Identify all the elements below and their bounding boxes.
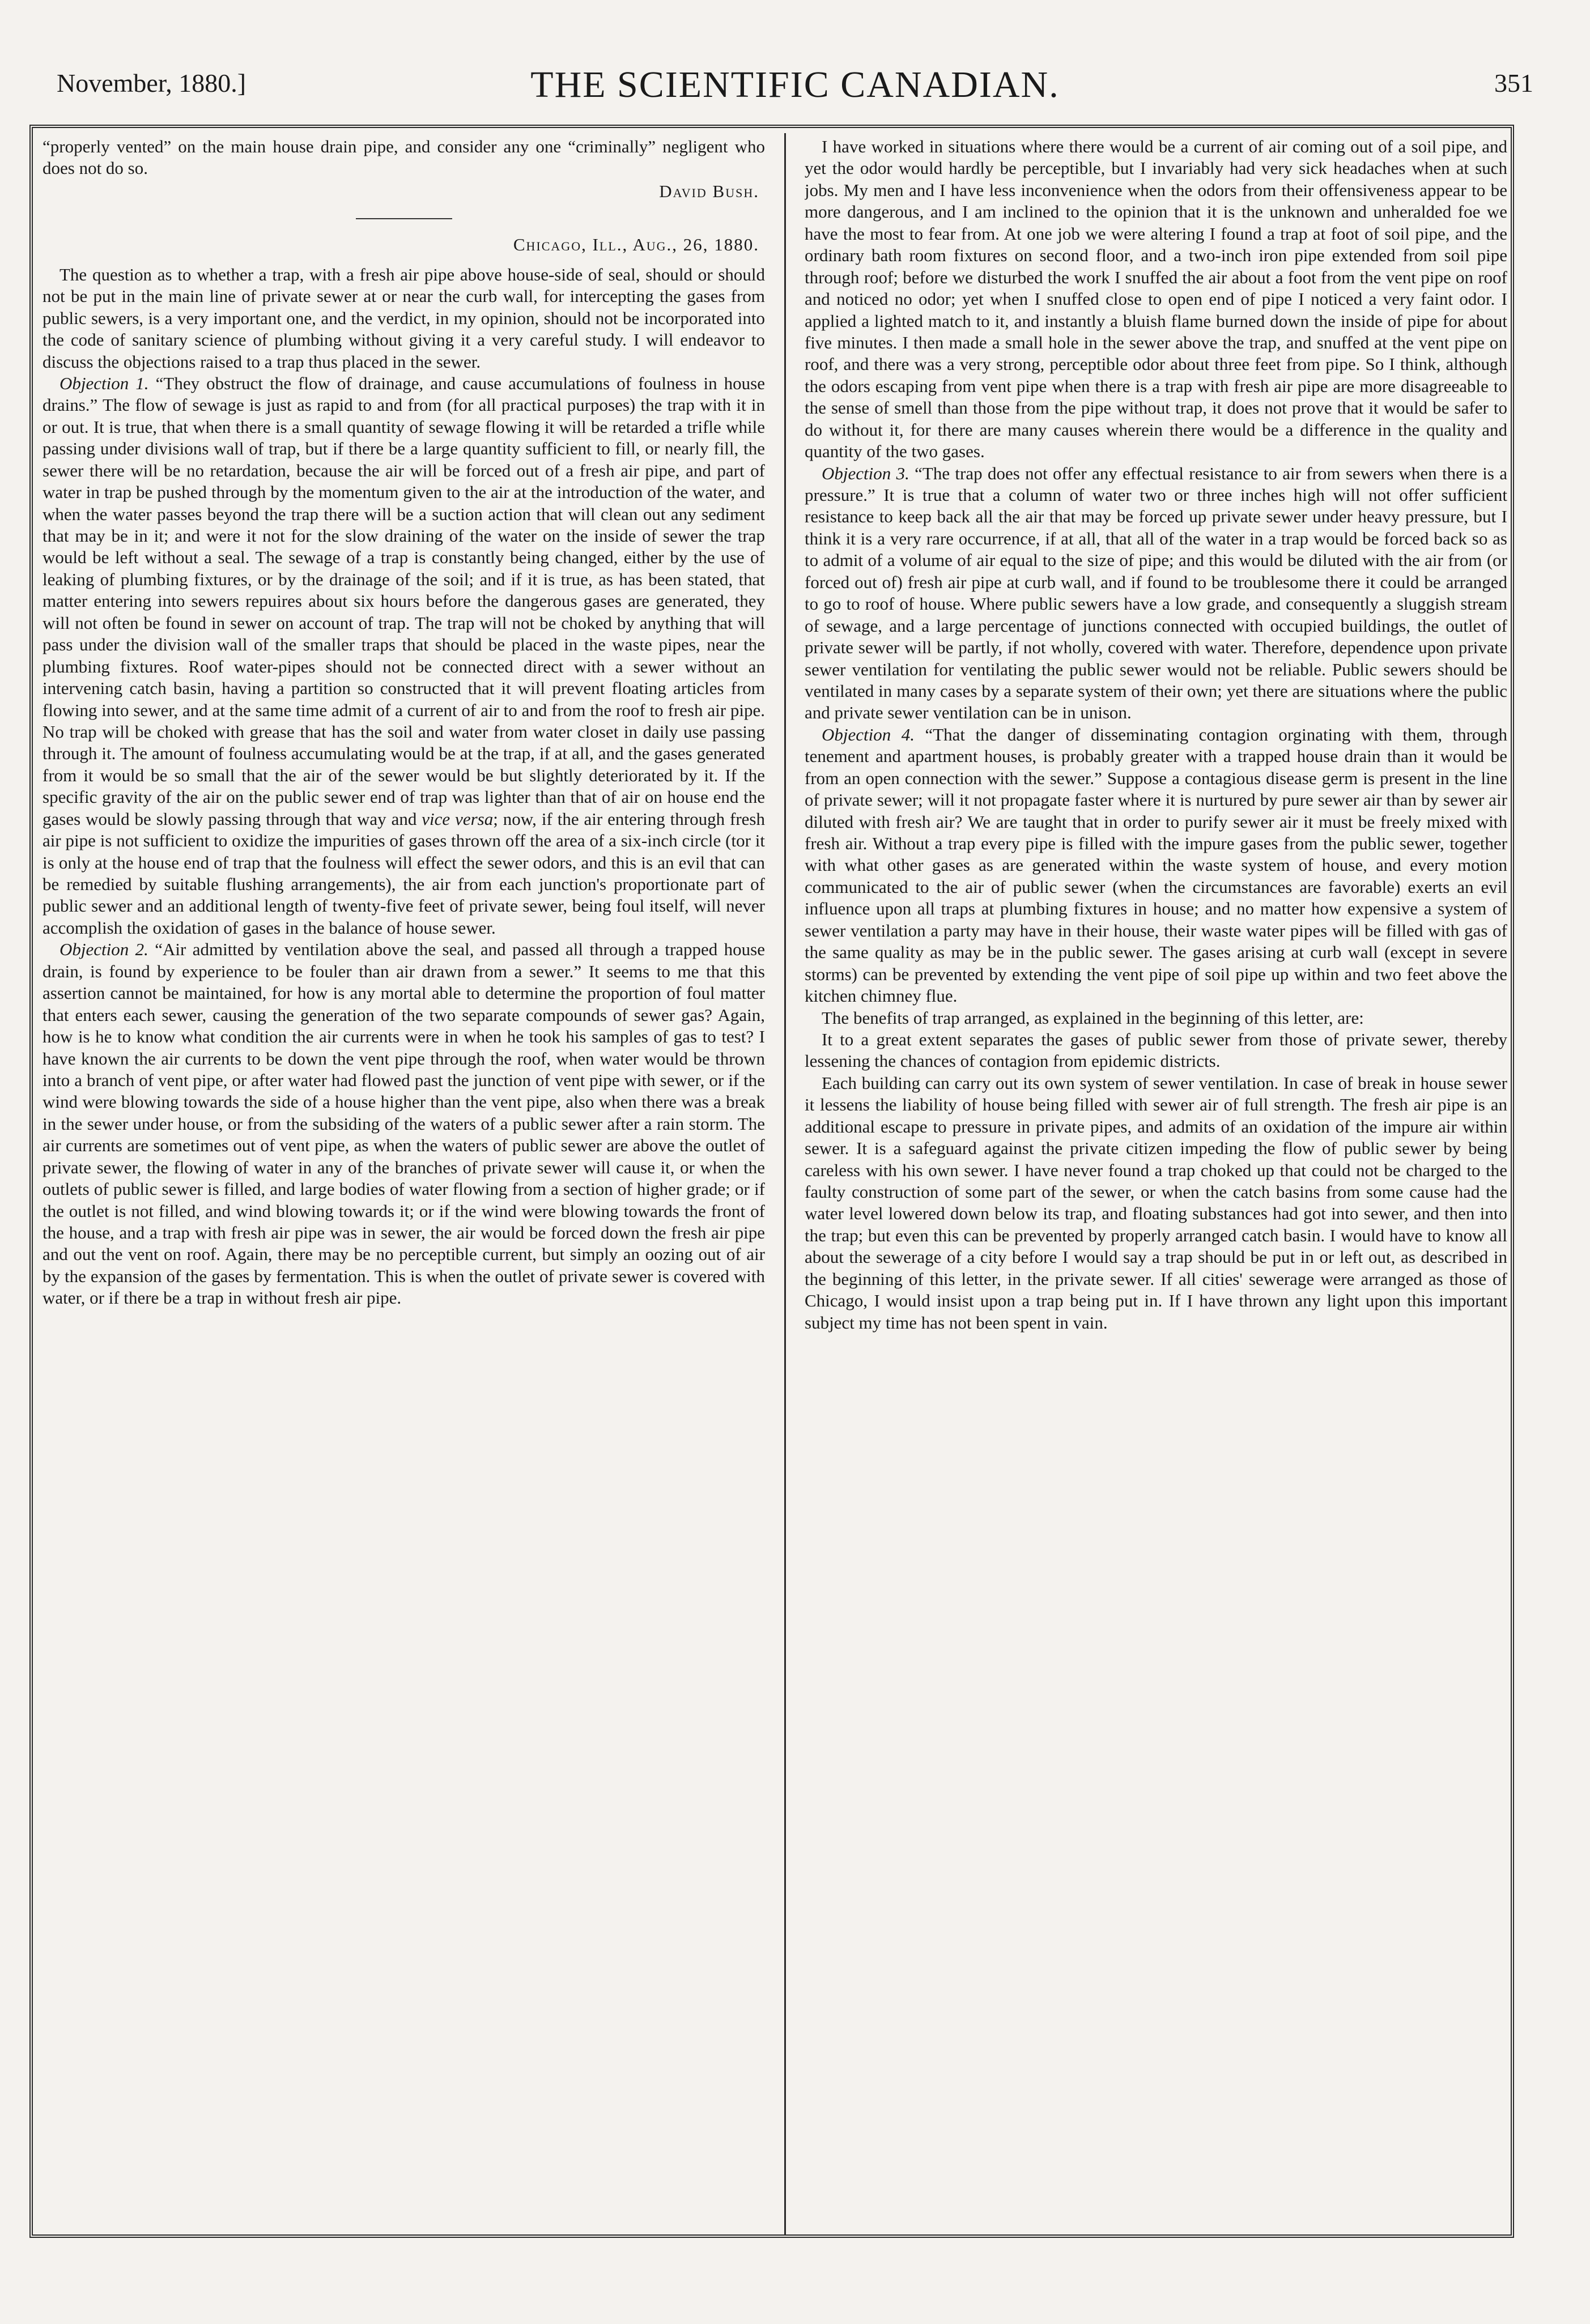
column-divider [784,133,786,2235]
paragraph-objection-1 [42,373,765,939]
paragraph-benefits-intro: The benefits of trap arranged, as explained in the beginning of this letter, are: [822,1007,1364,1028]
letter-continuation: “properly vented” on the main house drain pipe, and consider any one “criminally” negligent who does not do so. [42,137,765,178]
objection-3-label: Objection 3. [822,463,909,483]
paragraph-objection-3 [805,463,1507,724]
objection-2-label: Objection 2. [59,939,148,960]
objection-4-label: Objection 4. [822,724,915,744]
paragraph-benefit-1: It to a great extent separates the gases of public sewer from those of private sewer, thereby lessening the chances of contagion from epidemic districts. [805,1029,1507,1071]
section-rule [356,218,452,219]
paragraph-intro: The question as to whether a trap, with a fresh air pipe above house-side of seal, should or should not be put in the main line of private sewer at or near the curb wall, for intercepting the gases from public sewers, is a very important one, and the verdict, in my opinion, should not be incorporated into the code of sanitary science of plumbing without giving it a very careful study. I will endeavor to discuss the objections raised to a trap thus placed in the sewer. [42,264,765,372]
paragraph-objection-4 [805,724,1507,1007]
paragraph-objection-2 [42,939,765,1309]
paragraph-benefit-2: Each building can carry out its own system of sewer ventilation. In case of break in house sewer it lessens the liability of house being filled with sewer air of full strength. The fresh air pipe is an additional escape to pressure in private pipes, and admits of an oxidation of the impure air within sewer. It is a safeguard against the private citizen impeding the flow of public sewer by being careless with his own sewer. I have never found a trap choked up that could not be charged to the faulty construction of some part of the sewer, or when the catch basins from some cause had the water level lowered down below its trap, and floating substances had got into sewer, and then into the trap; but even this can be prevented by properly arranged catch basin. I would have to know all about the sewerage of a city before I would say a trap should be put in or left out, as described in the beginning of this letter, in the private sewer. If all cities' sewerage were arranged as those of Chicago, I would insist upon a trap being put in. If I have thrown any light upon this important subject my time has not been spent in vain. [805,1072,1507,1333]
paragraph-experience: I have worked in situations where there would be a current of air coming out of a soil pipe, and yet the odor would hardly be perceptible, but I invariably had very sick headaches when at such jobs. My men and I have less inconvenience when the odors from their offensiveness appear to be more dangerous, and I am inclined to the opinion that it is the unknown and unheralded foe we have the most to fear from. At one job we were altering I found a trap at foot of soil pipe, and the ordinary bath room fixtures on second floor, and a two-inch iron pipe extended from soil pipe through roof; before we disturbed the work I snuffed the air about a foot from the vent pipe on roof and noticed no odor; yet when I snuffed close to open end of pipe I noticed a very faint odor. I applied a lighted match to it, and instantly a bluish flame burned down the inside of pipe for about five minutes. I then made a small hole in the sewer above the trap, and snuffed at the vent pipe on roof, and there was a very strong, perceptible odor about three feet from pipe. So I think, although the odors escaping from vent pipe when there is a trap with fresh air pipe are more disagreeable to the sense of smell than those from the pipe without trap, it does not prove that it would be safer to do without it, for there are many causes wherein there would be a difference in the quality and quantity of the two gases. [805,137,1507,462]
right-column [805,136,1507,2227]
issue-date: November, 1880.] [57,69,246,97]
left-column [42,136,765,2227]
page-number: 351 [1494,69,1533,97]
objection-2-text: “Air admitted by ventilation above the seal, and passed all through a trapped house drain, is found by experience to be fouler than air drawn from a sewer.” It seems to me that this assertion cannot be maintained, for how is any mortal able to determine the proportion of foul matter that enters each sewer, causing the generation of the two separate compounds of sewer gas? Again, how is he to know what condition the air currents were in when he took his samples of gas to test? I have known the air currents to be down the vent pipe through the roof, when water would be thrown into a branch of vent pipe, or after water had flowed past the junction of vent pipe with sewer, or if the wind were blowing towards the side of a house higher than the vent pipe, also when there was a break in the sewer under house, or from the subsiding of the waters of a public sewer after a rain storm. The air currents are sometimes out of vent pipe, as when the waters of public sewer are above the outlet of private sewer, the flowing of water in any of the branches of private sewer will cause it, or when the outlets of public sewer is filled, and large bodies of water flowing from a section of higher grade; or if the outlet is not filled, and wind blowing towards it; or if the wind were blowing towards the front of the house, and a trap with fresh air pipe was in sewer, the air would be forced down the fresh air pipe and out the vent on roof. Again, there may be no perceptible current, but simply an oozing out of air by the expansion of the gases by fermentation. This is when the outlet of private sewer is covered with water, or if there be a trap in without fresh air pipe. [42,939,765,1308]
masthead [57,63,1533,114]
signature: David Bush. [659,181,759,201]
vice-versa-italic: vice versa [422,808,494,829]
publication-title: THE SCIENTIFIC CANADIAN. [530,64,1060,105]
dateline: Chicago, Ill., Aug., 26, 1880. [513,235,759,255]
objection-1-text-2: ; now, if the air entering through fresh air pipe is not sufficient to oxidize the impurities of gases thrown off the area of a six-inch circle (tor it is only at the house end of trap that the foulness will effect the sewer odors, and this is an evil that can be remedied by suitable flushing arrangements), the air from each junction's proportionate part of public sewer and an additional length of twenty-five feet of private sewer, being foul itself, will never accomplish the oxidation of gases in the balance of house sewer. [42,808,765,938]
objection-1-label: Objection 1. [59,373,149,393]
objection-3-text: “The trap does not offer any effectual resistance to air from sewers when there is a pressure.” It is true that a column of water two or three inches high will not offer sufficient resistance to keep back all the air that may be forced up private sewer under heavy pressure, but I think it is a very rare occurrence, if at all, that all of the water in a trap would be forced back so as to admit of a volume of air equal to the size of pipe; and this would be diluted with the air from (or forced out of) fresh air pipe at curb wall, and if found to be troublesome there it could be arranged to go to roof of house. Where public sewers have a low grade, and consequently a sluggish stream of sewage, and a large percentage of junctions connected with occupied buildings, the outlet of private sewer will be partly, if not wholly, covered with water. Therefore, dependence upon private sewer ventilation for ventilating the public sewer would not be reliable. Public sewers should be ventilated in many cases by a separate system of their own; yet there are situations where the public and private sewer ventilation can be in unison. [805,463,1507,723]
objection-4-text: “That the danger of disseminating contagion orginating with them, through tenement and apartment houses, is probably greater with a trapped house drain than it would be from an open connection with the sewer.” Suppose a contagious disease germ is present in the line of private sewer; will it not propagate faster where it is nurtured by pure sewer air than by sewer air diluted with fresh air? We are taught that in order to purify sewer air it must be freely mixed with fresh air. Without a trap every pipe is filled with the impure gases from the public sewer, together with what other gases as are generated within the waste system of house, and every motion communicated to the air of public sewer (when the circumstances are favorable) exerts an evil influence upon all traps at plumbing fixtures in house; and no matter how expensive a system of sewer ventilation a party may have in their house, their waste water pipes will be filled with gas of the same quality as may be in the public sewer. The gases arising at curb wall (except in severe storms) can be prevented by extending the vent pipe of soil pipe up within and two feet above the kitchen chimney flue. [805,724,1507,1006]
objection-1-text: “They obstruct the flow of drainage, and cause accumulations of foulness in house drains.” The flow of sewage is just as rapid to and from (for all practical purposes) the trap with it in or out. It is true, that when there is a small quantity of sewage flowing it will be retarded a trifle while passing under divisions wall of trap, but if there be a large quantity sufficient to fill, or nearly fill, the sewer there will be no retardation, because the air will be forced out of a fresh air pipe, and part of water in trap be pushed through by the momentum given to the air at the introduction of the water, and when the water passes beyond the trap there will be a suction action that will clean out any sediment that may be in it; and were it not for the slow draining of the water on the inside of sewer the trap would be left without a seal. The sewage of a trap is constantly being changed, either by the use of leaking of plumbing fixtures, or by the drainage of the soil; and if it is true, as has been stated, that matter entering into sewers repuires about six hours before the dangerous gases are generated, they will not often be found in sewer on account of trap. The trap will not be choked by anything that will pass under the division wall of the smaller traps that should be placed in the waste pipes, near the plumbing fixtures. Roof water-pipes should not be connected direct with a sewer without an intervening catch basin, having a partition so constructed that it will prevent floating articles from flowing into sewer, and at the same time admit of a current of air to and from the roof to fresh air pipe. No trap will be choked with grease that has the soil and water from water closet in daily use passing through it. The amount of foulness accumulating would be at the trap, if at all, and the gases generated from it would be so small that the air of the sewer would be but slightly deteriorated by it. If the specific gravity of the air on the public sewer end of trap was lighter than that of air on house end the gases would be slowly passing through that way and [42,373,765,829]
